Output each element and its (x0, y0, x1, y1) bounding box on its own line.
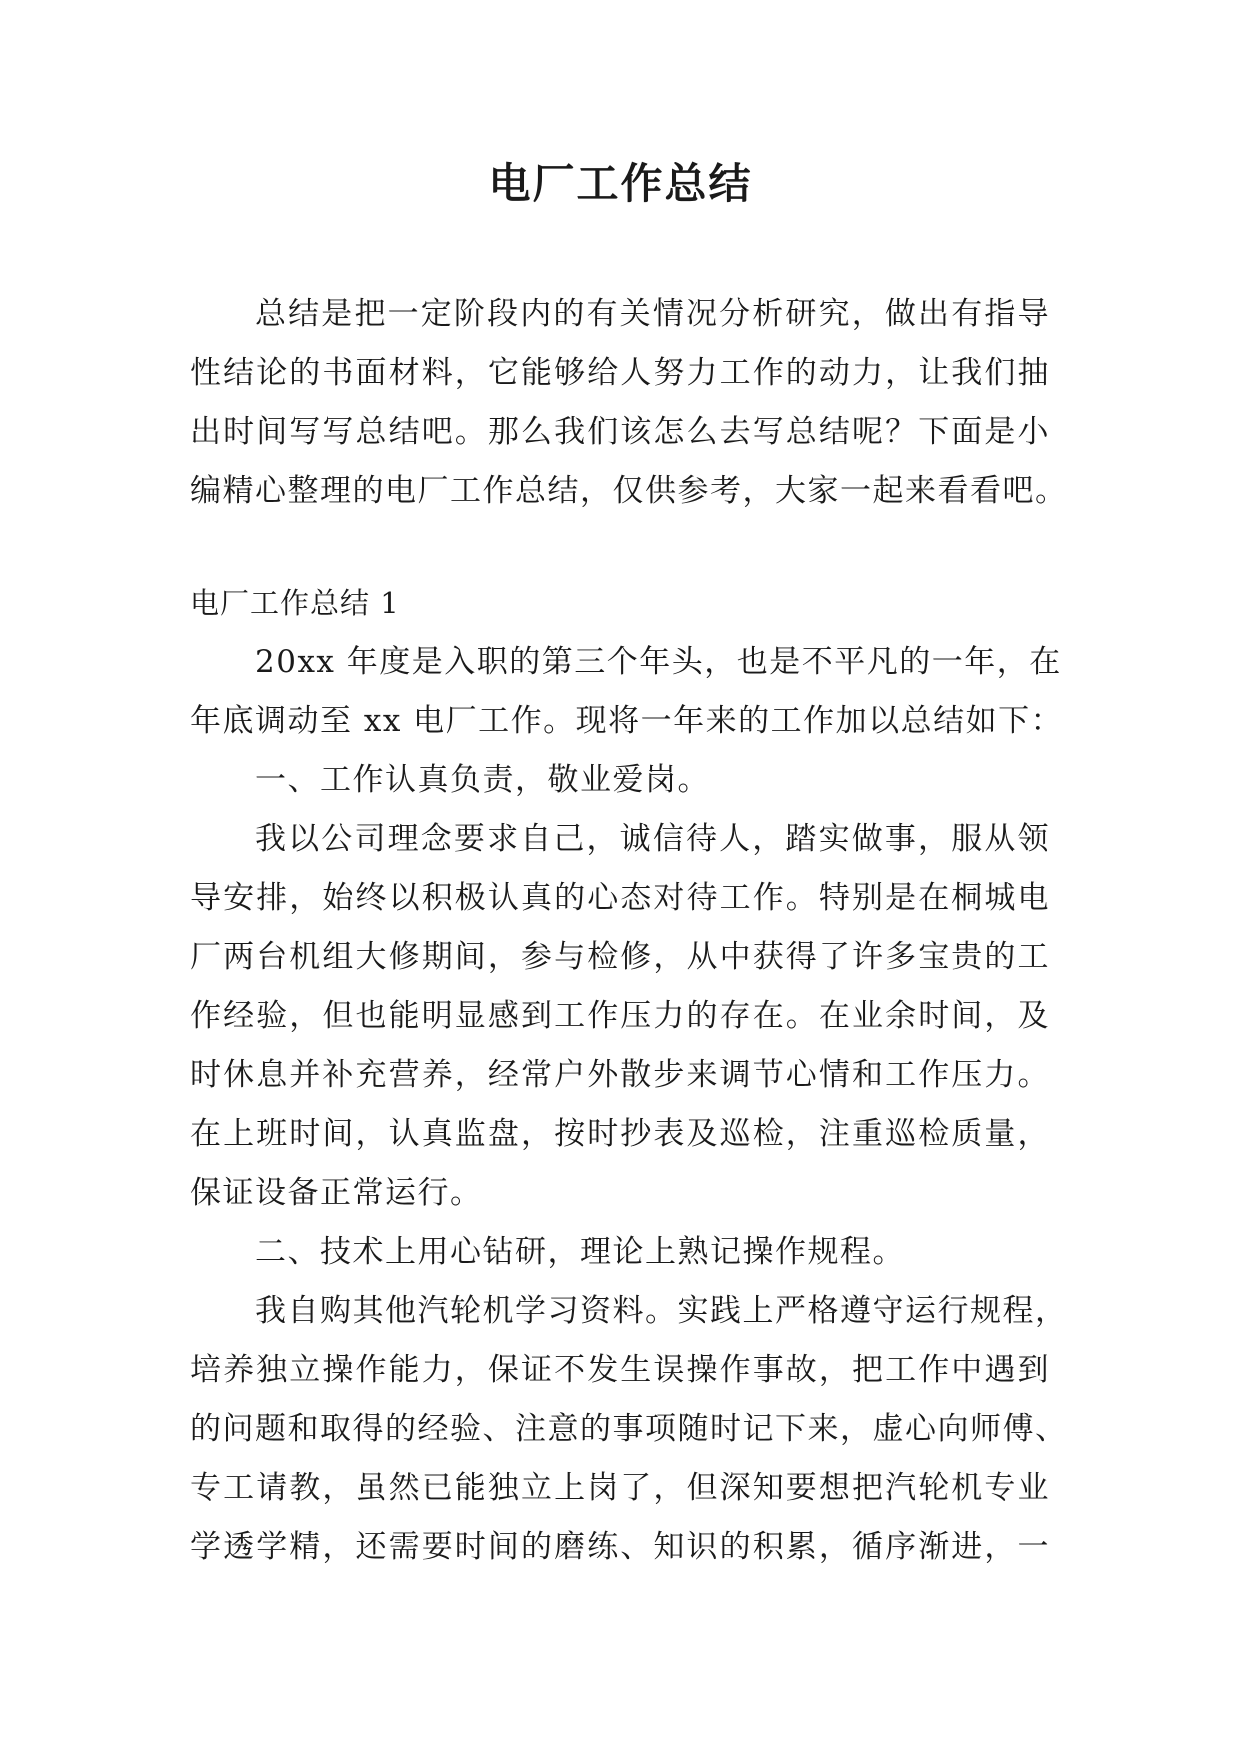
paragraph-line: 作经验，但也能明显感到工作压力的存在。在业余时间，及 (190, 998, 1050, 1034)
paragraph-line: 我以公司理念要求自己，诚信待人，踏实做事，服从领 (255, 821, 1050, 857)
paragraph-line: 时休息并补充营养，经常户外散步来调节心情和工作压力。 (190, 1057, 1050, 1093)
paragraph-line: 年底调动至 xx 电厂工作。现将一年来的工作加以总结如下： (190, 703, 1064, 739)
paragraph-line: 保证设备正常运行。 (190, 1175, 483, 1211)
intro-line: 出时间写写总结吧。那么我们该怎么去写总结呢？下面是小 (190, 414, 1050, 450)
paragraph-line: 培养独立操作能力，保证不发生误操作事故，把工作中遇到 (190, 1352, 1050, 1388)
subheading-line: 二、技术上用心钻研，理论上熟记操作规程。 (255, 1234, 905, 1270)
paragraph-line: 学透学精，还需要时间的磨练、知识的积累，循序渐进，一 (190, 1529, 1050, 1565)
intro-line: 性结论的书面材料，它能够给人努力工作的动力，让我们抽 (190, 355, 1050, 391)
paragraph-line: 厂两台机组大修期间，参与检修，从中获得了许多宝贵的工 (190, 939, 1050, 975)
document-title: 电厂工作总结 (488, 159, 753, 208)
document-body (190, 285, 1068, 1577)
section-content (190, 633, 1068, 1577)
paragraph-line: 的问题和取得的经验、注意的事项随时记下来，虚心向师傅、 (190, 1411, 1068, 1447)
subheading-line: 一、工作认真负责，敬业爱岗。 (255, 762, 710, 798)
paragraph-line: 我自购其他汽轮机学习资料。实践上严格遵守运行规程， (255, 1293, 1068, 1329)
paragraph-line: 在上班时间，认真监盘，按时抄表及巡检，注重巡检质量， (190, 1116, 1050, 1152)
paragraph-line: 导安排，始终以积极认真的心态对待工作。特别是在桐城电 (190, 880, 1050, 916)
paragraph-line: 20xx 年度是入职的第三个年头，也是不平凡的一年，在 (255, 644, 1062, 680)
section-heading: 电厂工作总结 1 (190, 586, 400, 620)
intro-line: 总结是把一定阶段内的有关情况分析研究，做出有指导 (255, 296, 1050, 332)
paragraph-line: 专工请教，虽然已能独立上岗了，但深知要想把汽轮机专业 (190, 1470, 1050, 1506)
intro-line: 编精心整理的电厂工作总结，仅供参考，大家一起来看看吧。 (190, 473, 1068, 509)
intro-paragraph (190, 285, 1068, 521)
